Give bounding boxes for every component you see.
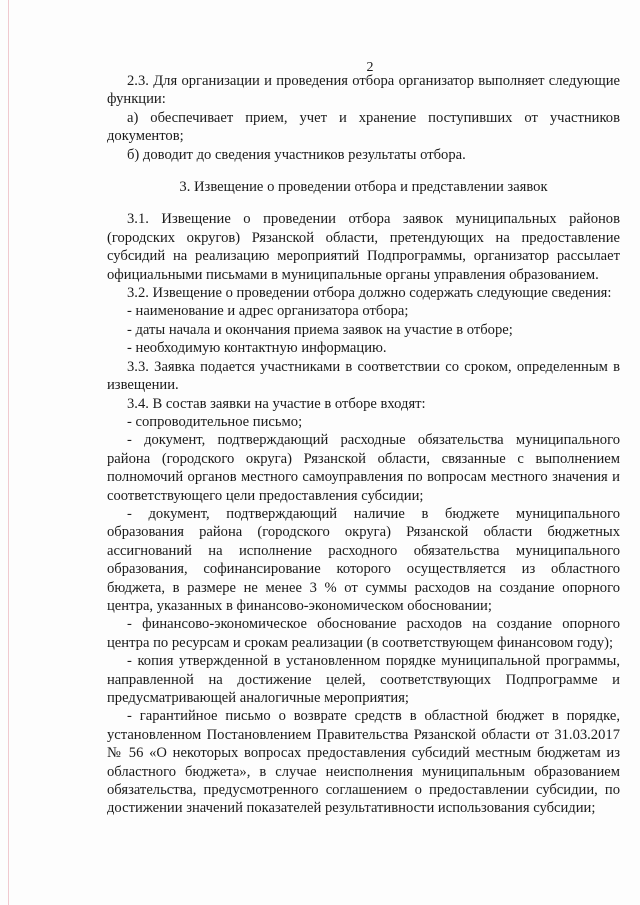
paragraph-2-3: 2.3. Для организации и проведения отбора организатор выполняет следующие функции: [107, 73, 620, 108]
list-item: - сопроводительное письмо; [127, 413, 303, 430]
list-item: - гарантийное письмо о возврате средств в областной бюджет в порядке, установленном Постановлением Правительства Рязанской области от 31.03.2017 № 56 «О некоторых вопросах предоставления субсидий местным бюджетам из областного бюджета», в случае неисполнения муниципальным образованием обязательства, предусмотренного соглашением о предоставлении субсидии, по достижении значений показателей результативности использования субсидии; [107, 708, 620, 817]
paragraph-3-3: 3.3. Заявка подается участниками в соответствии со сроком, определенным в извещении. [107, 358, 620, 394]
paragraph-3-1: 3.1. Извещение о проведении отбора заявок муниципальных районов (городских округов) Рязанской области, претендующих на предоставление субсидий на реализацию мероприятий Подпрограммы, организатор рассылает официальными письмами в муниципальные органы управления образованием. [107, 211, 620, 283]
paragraph-3-4: 3.4. В состав заявки на участие в отборе входят: [127, 395, 426, 412]
paragraph-3-2: 3.2. Извещение о проведении отбора должно содержать следующие сведения: [127, 285, 612, 302]
page-edge-line [8, 0, 9, 905]
paragraph-2-3-b: б) доводит до сведения участников результаты отбора. [127, 146, 466, 163]
list-item: - необходимую контактную информацию. [127, 340, 387, 357]
list-item: - финансово-экономическое обоснование расходов на создание опорного центра по ресурсам и срокам реализации (в соответствующем финансовом году); [107, 616, 620, 651]
list-item: - копия утвержденной в установленном порядке муниципальной программы, направленной на достижение целей, соответствующих Подпрограмме и предусматривающей аналогичные мероприятия; [107, 653, 620, 706]
paragraph-2-3-a: а) обеспечивает прием, учет и хранение поступивших от участников документов; [107, 109, 620, 145]
section-heading: 3. Извещение о проведении отбора и представлении заявок [179, 179, 548, 196]
list-item: - документ, подтверждающий расходные обязательства муниципального района (городского округа) Рязанской области, связанные с выполнением полномочий органов местного самоуправления по вопросам местного значения и соответствующего цели предоставления субсидии; [107, 432, 620, 504]
list-item: - документ, подтверждающий наличие в бюджете муниципального образования района (городского округа) Рязанской области бюджетных ассигнований на исполнение расходного обязательства муниципального образования, софинансирование которого осуществляется из областного бюджета, в размере не менее 3 % от суммы расходов на создание опорного центра, указанных в финансово-экономическом обосновании; [107, 505, 620, 614]
document-body [107, 72, 620, 818]
list-item: - даты начала и окончания приема заявок на участие в отборе; [127, 321, 513, 338]
page-number: 2 [366, 60, 374, 75]
list-item: - наименование и адрес организатора отбора; [127, 303, 409, 320]
